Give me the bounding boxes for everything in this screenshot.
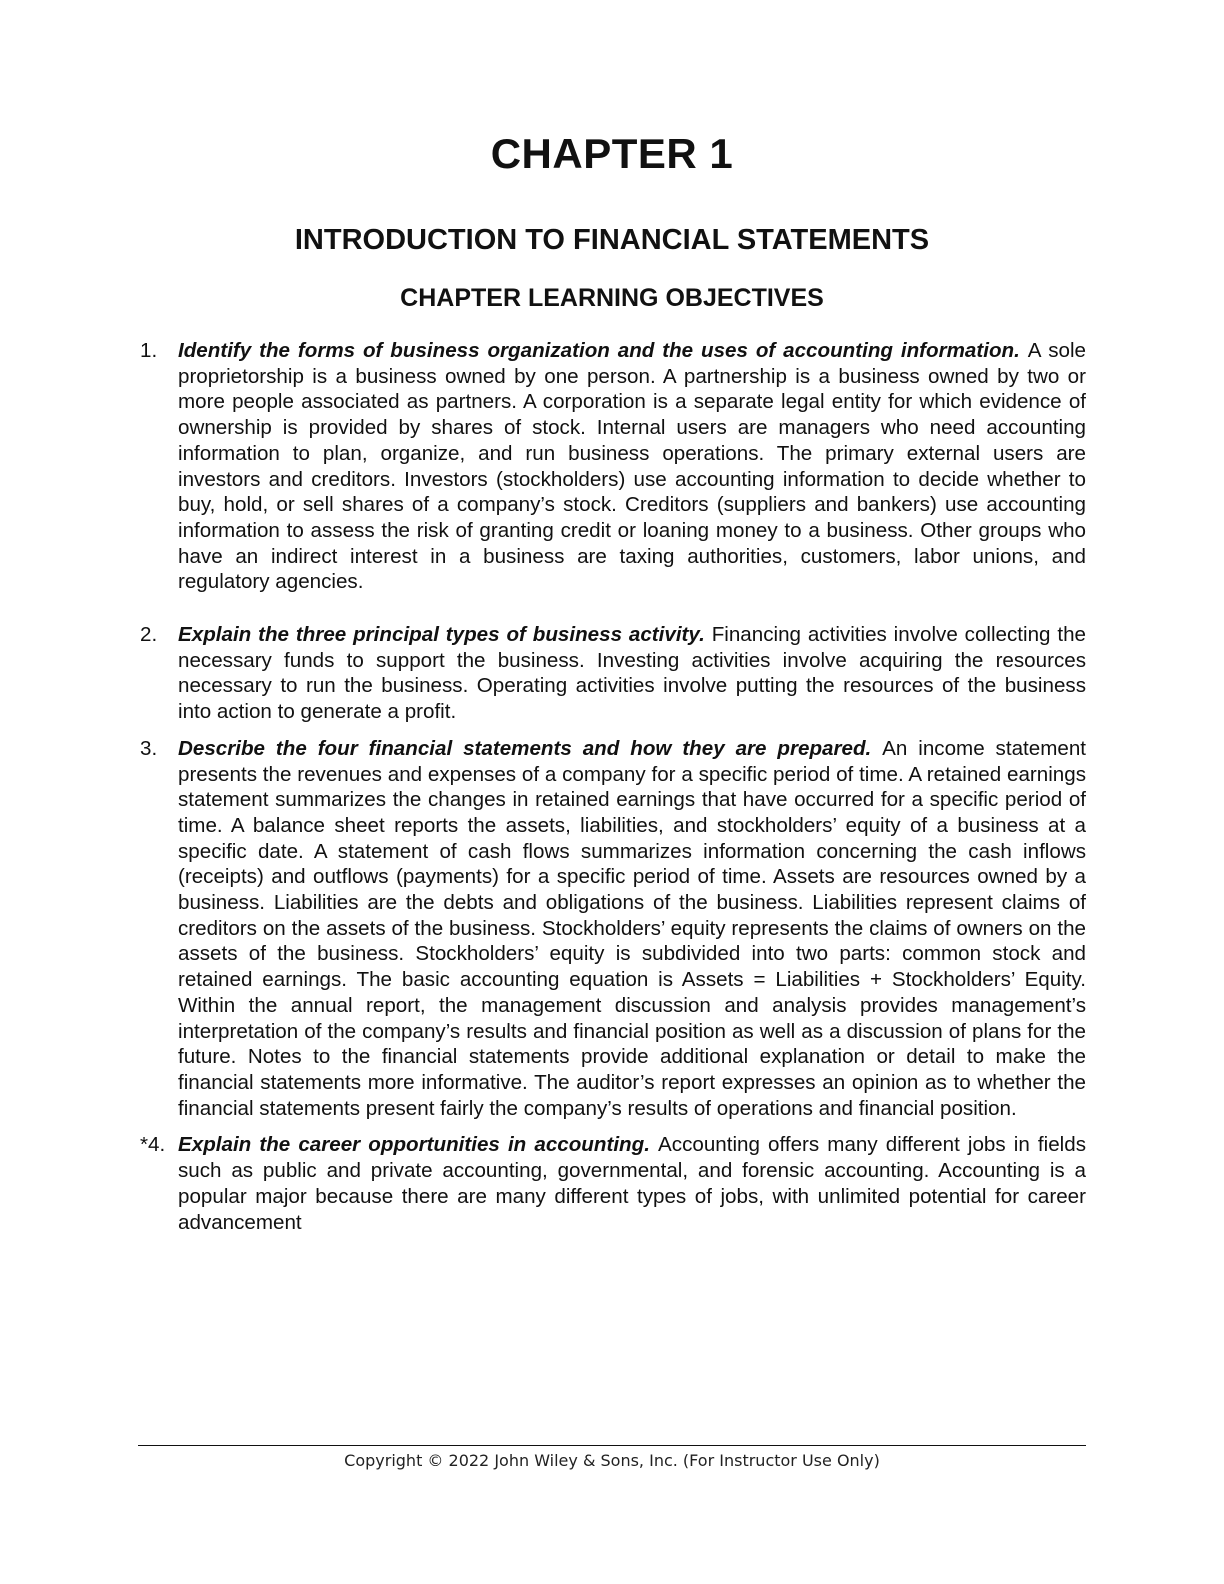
objective-number: 3. [140, 736, 158, 760]
objective-item [140, 338, 1086, 595]
objective-text: An income statement presents the revenues and expenses of a company for a specific period of time. A retained earnings statement summarizes the changes in retained earnings that have occurred for a specific period of time. A balance sheet reports the assets, liabilities, and stockholders’ equity of a business at a specific date. A statement of cash flows summarizes information concerning the cash inflows (receipts) and outflows (payments) for a specific period of time. Assets are resources owned by a business. Liabilities are the debts and obligations of the business. Liabilities represent claims of creditors on the assets of the business. Stockholders’ equity represents the claims of owners on the assets of the business. Stockholders’ equity is subdivided into two parts: common stock and retained earnings. The basic accounting equation is Assets = Liabilities + Stockholders’ Equity. Within the annual report, the management discussion and analysis provides management’s interpretation of the company’s results and financial position as well as a discussion of plans for the future. Notes to the financial statements provide additional explanation or detail to make the financial statements more informative. The auditor’s report expresses an opinion as to whether the financial statements present fairly the company’s results of operations and financial position. [178, 736, 1086, 1120]
objective-item [140, 736, 1086, 1122]
objective-text: Financing activities involve collecting the necessary funds to support the business. Investing activities involve acquiring the resources necessary to run the business. Operating activities involve putting the resources of the business into action to generate a profit. [178, 623, 1086, 724]
objective-text: Accounting offers many different jobs in fields such as public and private accounting, governmental, and forensic accounting. Accounting is a popular major because there are many different types of jobs, with unlimited potential for career advancement [178, 1133, 1086, 1234]
objective-item [140, 1132, 1086, 1235]
chapter-title: CHAPTER 1 [490, 130, 734, 177]
objective-lead: Explain the career opportunities in accounting. [178, 1133, 659, 1157]
objective-number: *4. [140, 1133, 166, 1157]
objective-lead: Explain the three principal types of business activity. [178, 623, 712, 647]
objective-number: 2. [140, 623, 158, 647]
objective-item [140, 622, 1086, 725]
learning-objectives-list [140, 338, 1086, 1235]
chapter-subtitle: INTRODUCTION TO FINANCIAL STATEMENTS [294, 224, 930, 256]
footer-divider [138, 1445, 1086, 1446]
objective-lead: Describe the four financial statements and how they are prepared. [178, 736, 883, 760]
objective-text: A sole proprietorship is a business owned by one person. A partnership is a business owned by two or more people associated as partners. A corporation is a separate legal entity for which evidence of ownership is provided by shares of stock. Internal users are managers who need accounting information to plan, organize, and run business operations. The primary external users are investors and creditors. Investors (stockholders) use accounting information to decide whether to buy, hold, or sell shares of a company’s stock. Creditors (suppliers and bankers) use accounting information to assess the risk of granting credit or loaning money to a business. Other groups who have an indirect interest in a business are taxing authorities, customers, labor unions, and regulatory agencies. [178, 339, 1086, 594]
objective-lead: Identify the forms of business organization and the uses of accounting information. [178, 339, 1028, 362]
objective-number: 1. [140, 339, 158, 362]
objectives-heading: CHAPTER LEARNING OBJECTIVES [400, 284, 824, 312]
footer-copyright: Copyright © 2022 John Wiley & Sons, Inc. (For Instructor Use Only) [344, 1451, 880, 1470]
